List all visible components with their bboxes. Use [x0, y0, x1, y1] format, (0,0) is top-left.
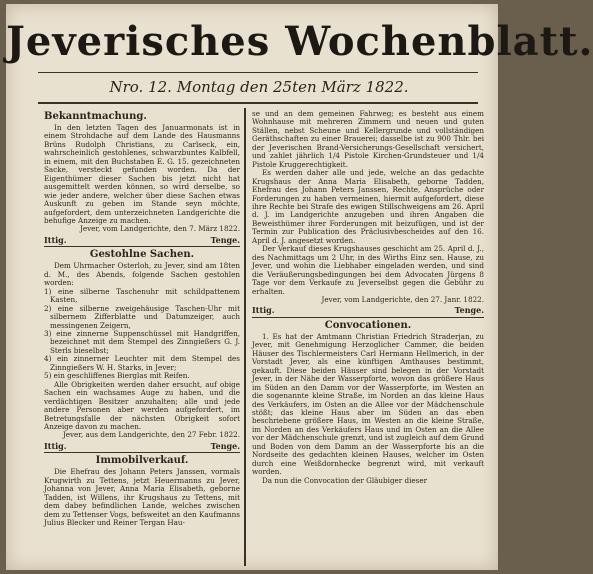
masthead-rule-bottom — [38, 102, 478, 104]
masthead-rule-top — [38, 72, 478, 73]
signature-name: Tenge. — [454, 305, 484, 316]
signature-place: Ittig. — [44, 440, 67, 451]
gestohlne-heading: Gestohlne Sachen. — [89, 249, 195, 261]
signature-place: Ittig. — [252, 305, 275, 316]
convocationen-text: 1. Es hat der Amtmann Christian Friedrich Straderjan, zu Jever, mit Genehmigung Herzoglicher Cammer, die beiden Häuser des Tischlermeisters Carl Hermann Hellmerich, in der Vorstadt Jever, als eine künftigen Amthauses bestimmt, gekauft. Diese beiden Häuser sind belegen in der Vorstadt Jever, in der Nähe der Wasserpforte, wovon das größere Haus im Süden an den Damm vor der Wasserpforte, im Westen an die sogenannte kleine Straße, im Norden an das kleine Haus des Verkäufers, im Osten an die Allee vor der Mädchenschule stößt; das kleine Haus aber im Süden an das eben beschriebene größere Haus, im Westen an die kleine Straße, im Norden an des Verkäufers Haus und im Osten an die Allee vor der Mädchenschule grenzt, und ist zugleich auf dem Grund und Boden von dem Damm an der Wasserpforte bis an die Nordseite des gedachten kleinen Hauses, welcher im Osten durch eine Weißdornhecke begrenzt wird, mit verkauft worden. — [252, 331, 484, 477]
immobilverkauf-para2: Es werden daher alle und jede, welche an das gedachte Krugshaus der Anna Maria Elisabeth, geborne Tadden, Ehefrau des Johann Peters Janssen, Rechte, Ansprüche oder Forderungen zu haben vermeinen, hiermit aufgefordert, diese ihre Rechte bei Strafe des ewigen Stillschweigens am 26. April d. J. im Landgerichte anzugeben und ihren Angaben die Beweisthümer ihrer Forderungen mit beizufügen, und ist der Termin zur Publication des Präclusivbescheides auf den 16. April d. J. angesetzt worden. — [252, 168, 484, 245]
bekanntmachung-text: In den letzten Tagen des Januarmonats ist in einem Strohdache auf dem Lande des Hausmanns Brüns Rudolph Christians, zu Carlseck, ein, wahrscheinlich gestohlenes, schwarzbuntes Kalbfell, in einem, mit den Buchstaben E. G. 15. gezeichneten Sacke, versteckt gefunden worden. Da der Eigenthümer dieser Sachen bis jetzt nicht hat ausgemittelt werden können, so wird derselbe, so wie jeder andere, welcher über diese Sachen etwas Auskunft zu geben im Stande seyn möchte, aufgefordert, dem unterzeichneten Landgerichte die behufige Anzeige zu machen. — [44, 123, 240, 225]
issue-line: Nro. 12. Montag den 25ten März 1822. — [109, 78, 409, 96]
masthead-title: Jeverisches Wochenblatt. — [6, 18, 593, 65]
gestohlne-intro: Dem Uhrmacher Osterloh, zu Jever, sind am 18ten d. M., des Abends, folgende Sachen gestohlen worden: — [44, 261, 240, 288]
immobilverkauf-signature — [252, 306, 484, 314]
gestohlne-item: 2) eine silberne zweigehäusige Taschen-Uhr mit silbernem Zifferblatte und Datumzeiger, auch messingenen Zeigern, — [44, 303, 240, 330]
gestohlne-item: 4) ein zinnerner Leuchter mit dem Stempel des Zinngießers W. H. Starks, in Jever; — [44, 354, 240, 372]
signature-place: Ittig. — [44, 234, 67, 245]
signature-name: Tenge. — [210, 234, 240, 245]
left-column — [44, 110, 240, 527]
column-divider — [244, 108, 246, 566]
gestohlne-text: Alle Obrigkeiten werden daher ersucht, auf obige Sachen ein wachsames Auge zu haben, und die verdächtigen Besitzer anzuhalten; alle und jede andere Personen aber werden aufgefordert, im Betretungsfalle der nächsten Obrigkeit sofort Anzeige davon zu machen. — [44, 379, 240, 431]
right-column — [252, 110, 484, 485]
immobilverkauf-heading: Immobilverkauf. — [95, 455, 189, 467]
immobilverkauf-text: Die Ehefrau des Johann Peters Janssen, vormals Krugwirth zu Tettens, jetzt Heuermanns zu Jever, Johanna von Jever, Anna Maria Elisabeth, geborne Tadden, ist Willens, ihr Krugshaus zu Tettens, mit dem dabey befindlichen Lande, welches zwischen dem zu Tettenser Vogs, befsweitet an den Kaufmanns Julius Blecker und Reiner Tergan Hau- — [44, 467, 240, 528]
convocationen-tail: Da nun die Convocation der Gläubiger dieser — [262, 475, 428, 485]
section-separator — [44, 452, 240, 453]
bekanntmachung-heading: Bekanntmachung. — [44, 111, 147, 122]
section-separator — [44, 246, 240, 247]
bekanntmachung-signature — [44, 236, 240, 244]
convocationen-heading: Convocationen. — [324, 319, 412, 331]
signature-name: Tenge. — [210, 440, 240, 451]
gestohlne-signature — [44, 442, 240, 450]
newspaper-page — [6, 4, 593, 570]
gestohlne-date: Jever, aus dem Landgerichte, den 27 Febr. 1822. — [62, 430, 240, 440]
gestohlne-item: 1) eine silberne Taschenuhr mit schildpattenem Kasten, — [44, 286, 240, 305]
bekanntmachung-date: Jever, vom Landgerichte, den 7. März 1822. — [79, 224, 240, 234]
section-separator — [252, 317, 484, 318]
immobilverkauf-date: Jever, vom Landgerichte, den 27. Janr. 1822. — [321, 294, 484, 304]
immobilverkauf-continued: se und an dem gemeinen Fahrweg; es besteht aus einem Wohnhause mit mehreren Zimmern und neuen und guten Ställen, nebst Scheune und Kellergrunde und vollständigen Geräthschaften zu einer Brauerei; dasselbe ist zu 900 Thlr. bei der Jeverischen Brand-Versicherungs-Gesellschaft versichert, und zahlet jährlich 1/4 Pistole Kirchen-Grundsteuer und 1/4 Pistole Kruggerechtigkeit. — [252, 109, 484, 169]
immobilverkauf-para3: Der Verkauf dieses Krugshauses geschicht am 25. April d. J., des Nachmittags um 2 Uhr, in des Wirths Einz sen. Hause, zu Jever, und wohin die Liebhaber eingeladen werden, und sind die Veräußerungsbedingungen bei dem Advocaten Jürgens 8 Tage vor dem Verkaufe zu Jeverselbst gegen die Gebühr zu erhalten. — [252, 244, 484, 296]
gestohlne-item: 3) eine zinnerne Suppenschüssel mit Handgriffen, bezeichnet mit dem Stempel des Zinngießers G. J. Sterls bieselbst; — [44, 328, 240, 355]
gestohlne-item: 5) ein geschliffenes Bierglas mit Reifen. — [44, 371, 190, 381]
